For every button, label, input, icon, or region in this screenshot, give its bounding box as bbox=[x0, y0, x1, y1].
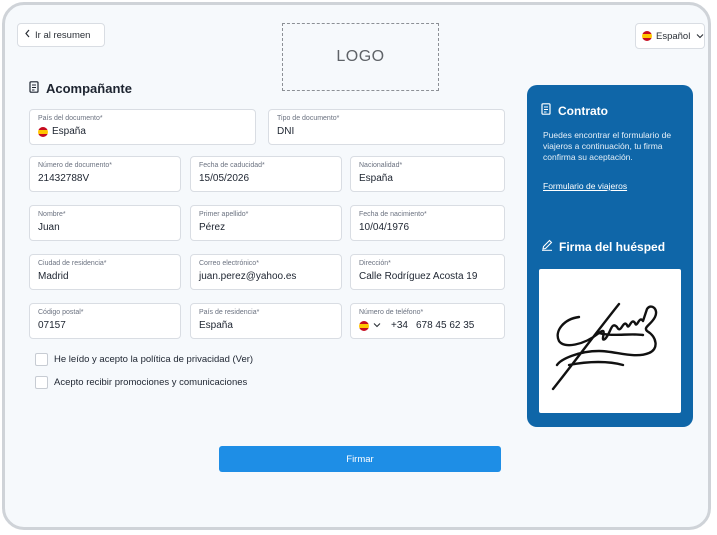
field-value: DNI bbox=[277, 126, 295, 137]
phone-prefix: +34 bbox=[391, 320, 408, 331]
birth-date-field[interactable] bbox=[350, 205, 505, 241]
section-title bbox=[29, 81, 132, 96]
promotions-label: Acepto recibir promociones y comunicaciones bbox=[54, 377, 248, 388]
field-value: Juan bbox=[38, 222, 60, 233]
promotions-checkbox-row[interactable] bbox=[35, 376, 247, 389]
field-value: Madrid bbox=[38, 271, 69, 282]
nationality-field[interactable] bbox=[350, 156, 505, 192]
field-value: España bbox=[359, 173, 393, 184]
address-field[interactable] bbox=[350, 254, 505, 290]
privacy-checkbox[interactable] bbox=[35, 353, 48, 366]
document-icon bbox=[541, 103, 552, 118]
document-country-field[interactable] bbox=[29, 109, 256, 145]
field-label: Número de documento* bbox=[38, 162, 112, 169]
logo-placeholder bbox=[282, 23, 439, 91]
contract-title: Contrato bbox=[558, 103, 608, 118]
field-label: Número de teléfono* bbox=[359, 309, 424, 316]
language-label: Español bbox=[656, 30, 691, 42]
field-label: Fecha de caducidad* bbox=[199, 162, 265, 169]
field-value: España bbox=[199, 320, 233, 331]
last-name-field[interactable] bbox=[190, 205, 342, 241]
section-title-text: Acompañante bbox=[46, 81, 132, 96]
contract-panel bbox=[527, 85, 693, 427]
travelers-form-link[interactable]: Formulario de viajeros bbox=[543, 181, 628, 191]
spain-flag-icon bbox=[359, 321, 369, 331]
logo-text: LOGO bbox=[336, 48, 385, 65]
chevron-left-icon bbox=[24, 29, 31, 41]
field-label: País del documento* bbox=[38, 115, 103, 122]
field-label: Dirección* bbox=[359, 260, 391, 267]
field-label: Fecha de nacimiento* bbox=[359, 211, 427, 218]
email-field[interactable] bbox=[190, 254, 342, 290]
field-label: País de residencia* bbox=[199, 309, 260, 316]
field-label: Tipo de documento* bbox=[277, 115, 340, 122]
field-label: Nombre* bbox=[38, 211, 66, 218]
promotions-checkbox[interactable] bbox=[35, 376, 48, 389]
phone-field[interactable] bbox=[350, 303, 505, 339]
back-label: Ir al resumen bbox=[35, 29, 91, 41]
signature-heading bbox=[541, 239, 665, 254]
privacy-checkbox-row[interactable] bbox=[35, 353, 253, 366]
postal-code-field[interactable] bbox=[29, 303, 181, 339]
field-value: 21432788V bbox=[38, 173, 90, 184]
expiry-date-field[interactable] bbox=[190, 156, 342, 192]
field-value: Pérez bbox=[199, 222, 226, 233]
field-label: Código postal* bbox=[38, 309, 84, 316]
sign-button-label: Firmar bbox=[346, 453, 374, 465]
field-value: 10/04/1976 bbox=[359, 222, 410, 233]
document-icon bbox=[29, 81, 40, 96]
field-value: 07157 bbox=[38, 320, 66, 331]
document-number-field[interactable] bbox=[29, 156, 181, 192]
field-label: Nacionalidad* bbox=[359, 162, 403, 169]
language-selector[interactable] bbox=[635, 23, 705, 49]
chevron-down-icon bbox=[696, 31, 704, 42]
signature-pad[interactable] bbox=[539, 269, 681, 413]
field-label: Primer apellido* bbox=[199, 211, 249, 218]
field-value: 15/05/2026 bbox=[199, 173, 250, 184]
sign-button[interactable] bbox=[219, 446, 501, 472]
city-field[interactable] bbox=[29, 254, 181, 290]
residence-country-field[interactable] bbox=[190, 303, 342, 339]
document-type-field[interactable] bbox=[268, 109, 505, 145]
field-value: España bbox=[52, 126, 86, 137]
first-name-field[interactable] bbox=[29, 205, 181, 241]
field-label: Ciudad de residencia* bbox=[38, 260, 107, 267]
privacy-label: He leído y acepto la política de privacidad (Ver) bbox=[54, 354, 254, 365]
spain-flag-icon bbox=[38, 127, 48, 137]
signature-title: Firma del huésped bbox=[559, 239, 666, 254]
back-to-summary-button[interactable] bbox=[17, 23, 105, 47]
field-label: Correo electrónico* bbox=[199, 260, 259, 267]
field-value: Calle Rodríguez Acosta 19 bbox=[359, 271, 478, 282]
field-value: 678 45 62 35 bbox=[415, 320, 475, 331]
spain-flag-icon bbox=[642, 31, 652, 41]
chevron-down-icon[interactable] bbox=[373, 319, 381, 332]
signature-drawing bbox=[539, 269, 681, 413]
contract-text: Puedes encontrar el formulario de viajeros a continuación, tu firma confirma su aceptación. bbox=[543, 130, 672, 162]
pen-icon bbox=[541, 239, 553, 254]
tablet-frame bbox=[2, 2, 711, 530]
field-value: juan.perez@yahoo.es bbox=[199, 271, 297, 282]
contract-heading bbox=[541, 103, 608, 118]
